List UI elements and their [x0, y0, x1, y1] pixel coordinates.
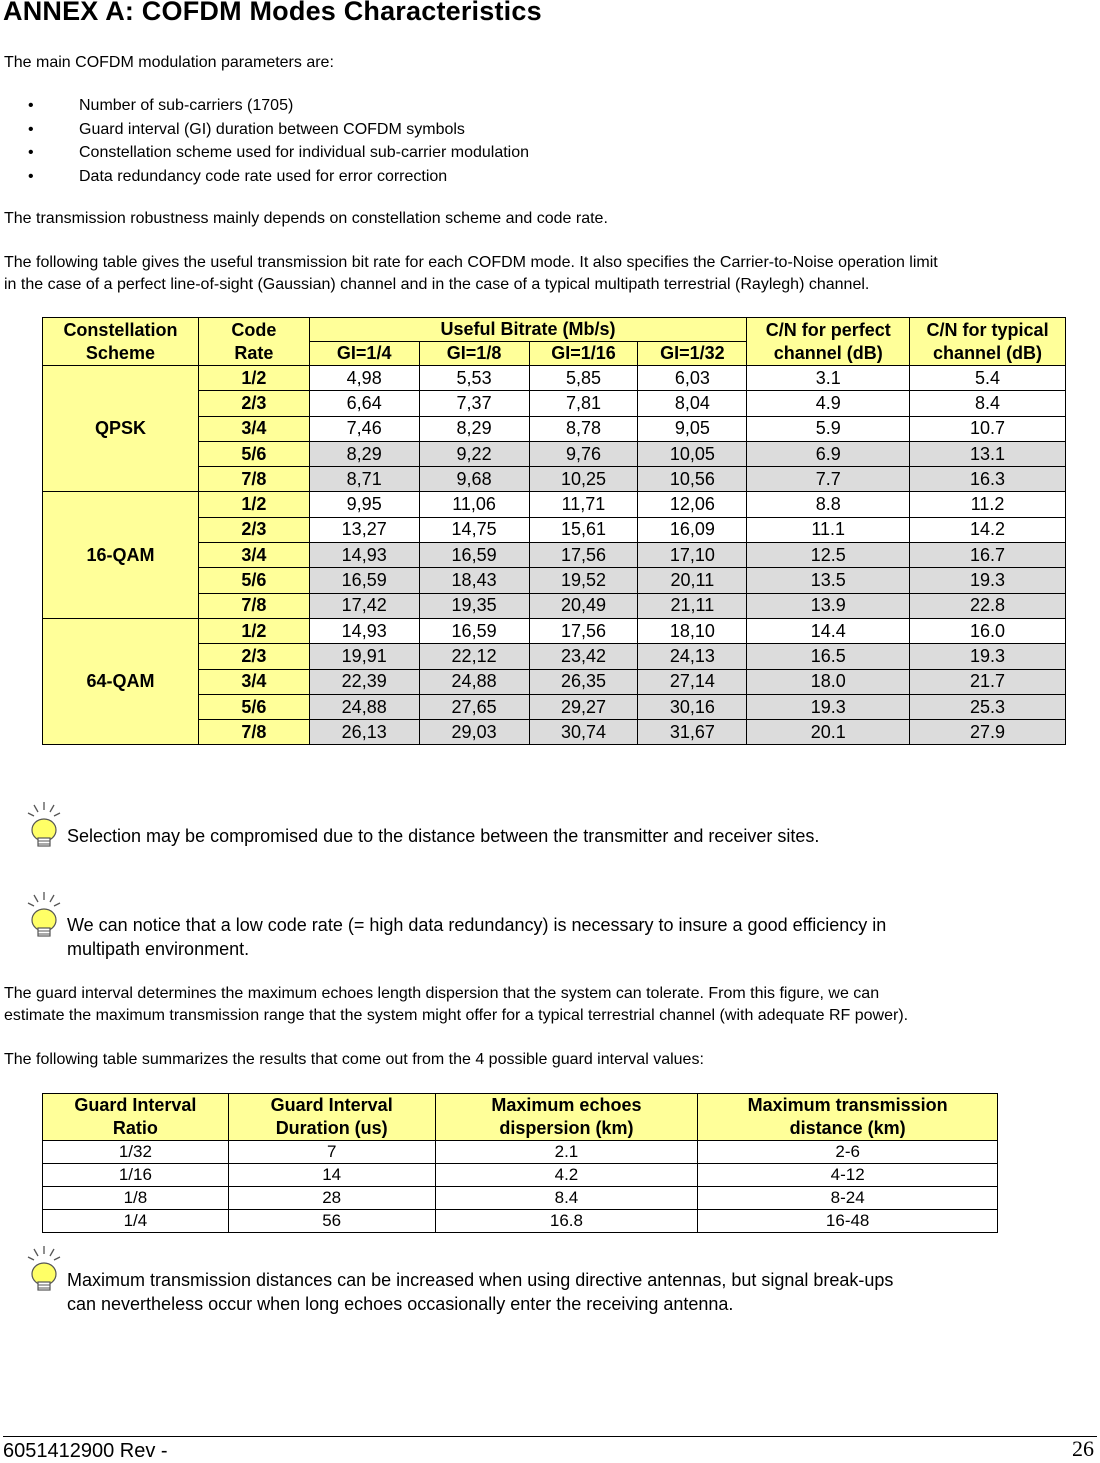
bitrate-cell: 8,29	[309, 441, 419, 466]
cn-perfect-cell: 19.3	[747, 694, 910, 719]
code-rate-cell: 7/8	[198, 467, 309, 492]
bitrate-cell: 9,05	[638, 416, 747, 441]
list-item: • Number of sub-carriers (1705)	[28, 94, 529, 118]
cn-perfect-cell: 11.1	[747, 517, 910, 542]
constellation-scheme-cell: QPSK	[43, 366, 199, 492]
bitrate-cell: 10,56	[638, 467, 747, 492]
bitrate-cell: 27,65	[419, 694, 529, 719]
bitrate-cell: 10,05	[638, 441, 747, 466]
bitrate-cell: 9,68	[419, 467, 529, 492]
cn-perfect-cell: 14.4	[747, 618, 910, 643]
header-gi-1-32: GI=1/32	[638, 342, 747, 366]
header-max-distance: Maximum transmission distance (km)	[698, 1094, 998, 1141]
cn-perfect-cell: 18.0	[747, 669, 910, 694]
parameter-list	[28, 94, 529, 189]
table-cell: 1/8	[43, 1187, 229, 1210]
cn-perfect-cell: 13.5	[747, 568, 910, 593]
note-code-rate-line1: We can notice that a low code rate (= high data redundancy) is necessary to insure a good efficiency in	[67, 915, 887, 935]
header-max-echoes: Maximum echoes dispersion (km)	[435, 1094, 698, 1141]
bitrate-cell: 8,29	[419, 416, 529, 441]
cn-typical-cell: 16.7	[910, 543, 1066, 568]
table-cell: 56	[228, 1210, 435, 1233]
lightbulb-icon	[27, 800, 61, 850]
cn-typical-cell: 25.3	[910, 694, 1066, 719]
cn-perfect-cell: 13.9	[747, 593, 910, 618]
bitrate-cell: 20,49	[529, 593, 638, 618]
header-gi-ratio: Guard Interval Ratio	[43, 1094, 229, 1141]
cn-perfect-cell: 3.1	[747, 366, 910, 391]
cofdm-table-body	[43, 366, 1066, 745]
cn-typical-cell: 8.4	[910, 391, 1066, 416]
bitrate-cell: 30,16	[638, 694, 747, 719]
code-rate-cell: 5/6	[198, 568, 309, 593]
bitrate-cell: 27,14	[638, 669, 747, 694]
table-cell: 14	[228, 1164, 435, 1187]
bitrate-cell: 24,88	[309, 694, 419, 719]
code-rate-cell: 2/3	[198, 391, 309, 416]
table-cell: 2.1	[435, 1141, 698, 1164]
page-number: 26	[1072, 1436, 1094, 1461]
bitrate-cell: 8,78	[529, 416, 638, 441]
code-rate-cell: 1/2	[198, 492, 309, 517]
bitrate-cell: 14,75	[419, 517, 529, 542]
table1-intro-line2: in the case of a perfect line-of-sight (Gaussian) channel and in the case of a typical multipath terrestrial (Raylegh) channel.	[4, 276, 870, 293]
header-cn-typical: C/N for typical channel (dB)	[910, 318, 1066, 366]
list-item: • Data redundancy code rate used for error correction	[28, 165, 529, 189]
bitrate-cell: 17,42	[309, 593, 419, 618]
bitrate-cell: 26,35	[529, 669, 638, 694]
bitrate-cell: 9,95	[309, 492, 419, 517]
code-rate-cell: 3/4	[198, 543, 309, 568]
cn-typical-cell: 27.9	[910, 720, 1066, 745]
table-cell: 1/32	[43, 1141, 229, 1164]
table-row	[43, 1141, 998, 1164]
constellation-scheme-cell: 64-QAM	[43, 618, 199, 744]
table-cell: 4-12	[698, 1164, 998, 1187]
cn-perfect-cell: 20.1	[747, 720, 910, 745]
bitrate-cell: 30,74	[529, 720, 638, 745]
table-row	[43, 618, 1066, 643]
table-cell: 7	[228, 1141, 435, 1164]
code-rate-cell: 2/3	[198, 644, 309, 669]
cn-typical-cell: 5.4	[910, 366, 1066, 391]
guard-interval-text-line2: estimate the maximum transmission range that the system might offer for a typical terrestrial channel (with adequate RF power).	[4, 1007, 909, 1024]
code-rate-cell: 3/4	[198, 416, 309, 441]
bitrate-cell: 14,93	[309, 543, 419, 568]
bitrate-cell: 9,22	[419, 441, 529, 466]
constellation-scheme-cell: 16-QAM	[43, 492, 199, 618]
code-rate-cell: 5/6	[198, 441, 309, 466]
bitrate-cell: 26,13	[309, 720, 419, 745]
bitrate-cell: 9,76	[529, 441, 638, 466]
table-cell: 16-48	[698, 1210, 998, 1233]
table-cell: 16.8	[435, 1210, 698, 1233]
code-rate-cell: 5/6	[198, 694, 309, 719]
bitrate-cell: 6,03	[638, 366, 747, 391]
guard-interval-text-line1: The guard interval determines the maximum echoes length dispersion that the system can tolerate. From this figure, we can	[4, 985, 880, 1002]
header-code-rate: Code Rate	[198, 318, 309, 366]
table1-intro-line1: The following table gives the useful transmission bit rate for each COFDM mode. It also specifies the Carrier-to-Noise operation limit	[4, 254, 938, 271]
bitrate-cell: 12,06	[638, 492, 747, 517]
page-title: ANNEX A: COFDM Modes Characteristics	[3, 0, 542, 26]
list-item: • Guard interval (GI) duration between COFDM symbols	[28, 118, 529, 142]
table-row	[43, 1164, 998, 1187]
bitrate-cell: 16,09	[638, 517, 747, 542]
bitrate-cell: 29,27	[529, 694, 638, 719]
bitrate-cell: 11,06	[419, 492, 529, 517]
table2-intro: The following table summarizes the results that come out from the 4 possible guard interval values:	[4, 1051, 704, 1068]
bitrate-cell: 8,71	[309, 467, 419, 492]
table-cell: 1/4	[43, 1210, 229, 1233]
bitrate-cell: 6,64	[309, 391, 419, 416]
bitrate-cell: 10,25	[529, 467, 638, 492]
table-cell: 8.4	[435, 1187, 698, 1210]
cn-typical-cell: 22.8	[910, 593, 1066, 618]
table-cell: 1/16	[43, 1164, 229, 1187]
code-rate-cell: 1/2	[198, 366, 309, 391]
bitrate-cell: 24,88	[419, 669, 529, 694]
lightbulb-icon	[27, 890, 61, 940]
bitrate-cell: 11,71	[529, 492, 638, 517]
table-cell: 2-6	[698, 1141, 998, 1164]
intro-text: The main COFDM modulation parameters are:	[4, 54, 334, 71]
bitrate-cell: 19,52	[529, 568, 638, 593]
cofdm-modes-table	[42, 317, 1066, 745]
table-cell: 4.2	[435, 1164, 698, 1187]
bitrate-cell: 15,61	[529, 517, 638, 542]
bitrate-cell: 29,03	[419, 720, 529, 745]
cn-perfect-cell: 12.5	[747, 543, 910, 568]
bitrate-cell: 18,10	[638, 618, 747, 643]
bitrate-cell: 20,11	[638, 568, 747, 593]
bitrate-cell: 19,91	[309, 644, 419, 669]
bitrate-cell: 22,12	[419, 644, 529, 669]
bitrate-cell: 18,43	[419, 568, 529, 593]
table-row	[43, 1210, 998, 1233]
bitrate-cell: 23,42	[529, 644, 638, 669]
lightbulb-icon	[27, 1244, 61, 1294]
guard-interval-table	[42, 1093, 998, 1233]
cn-typical-cell: 21.7	[910, 669, 1066, 694]
document-number: 6051412900 Rev -	[3, 1440, 168, 1462]
bitrate-cell: 16,59	[419, 618, 529, 643]
cn-perfect-cell: 7.7	[747, 467, 910, 492]
code-rate-cell: 3/4	[198, 669, 309, 694]
cn-perfect-cell: 16.5	[747, 644, 910, 669]
bitrate-cell: 4,98	[309, 366, 419, 391]
bitrate-cell: 16,59	[309, 568, 419, 593]
cn-typical-cell: 10.7	[910, 416, 1066, 441]
note-selection: Selection may be compromised due to the distance between the transmitter and receiver sites.	[67, 826, 820, 846]
bitrate-cell: 31,67	[638, 720, 747, 745]
cn-perfect-cell: 6.9	[747, 441, 910, 466]
cn-typical-cell: 16.0	[910, 618, 1066, 643]
bitrate-cell: 7,37	[419, 391, 529, 416]
header-cn-perfect: C/N for perfect channel (dB)	[747, 318, 910, 366]
bitrate-cell: 14,93	[309, 618, 419, 643]
header-gi-1-8: GI=1/8	[419, 342, 529, 366]
code-rate-cell: 7/8	[198, 593, 309, 618]
cn-perfect-cell: 8.8	[747, 492, 910, 517]
bitrate-cell: 7,46	[309, 416, 419, 441]
cn-typical-cell: 19.3	[910, 568, 1066, 593]
header-gi-1-4: GI=1/4	[309, 342, 419, 366]
bitrate-cell: 16,59	[419, 543, 529, 568]
table-cell: 28	[228, 1187, 435, 1210]
footer-divider	[3, 1436, 1097, 1437]
bitrate-cell: 5,85	[529, 366, 638, 391]
bitrate-cell: 17,56	[529, 543, 638, 568]
guard-interval-table-body	[43, 1141, 998, 1233]
bitrate-cell: 17,56	[529, 618, 638, 643]
bitrate-cell: 13,27	[309, 517, 419, 542]
bitrate-cell: 22,39	[309, 669, 419, 694]
table-row	[43, 1187, 998, 1210]
code-rate-cell: 7/8	[198, 720, 309, 745]
table-cell: 8-24	[698, 1187, 998, 1210]
note-distance-line1: Maximum transmission distances can be increased when using directive antennas, but signal break-ups	[67, 1270, 894, 1290]
table-row	[43, 492, 1066, 517]
header-gi-duration: Guard Interval Duration (us)	[228, 1094, 435, 1141]
bitrate-cell: 8,04	[638, 391, 747, 416]
bitrate-cell: 21,11	[638, 593, 747, 618]
bitrate-cell: 5,53	[419, 366, 529, 391]
code-rate-cell: 2/3	[198, 517, 309, 542]
cn-typical-cell: 11.2	[910, 492, 1066, 517]
header-constellation-scheme: Constellation Scheme	[43, 318, 199, 366]
table-row	[43, 366, 1066, 391]
cn-perfect-cell: 4.9	[747, 391, 910, 416]
note-code-rate-line2: multipath environment.	[67, 939, 250, 959]
note-distance-line2: can nevertheless occur when long echoes occasionally enter the receiving antenna.	[67, 1294, 734, 1314]
header-useful-bitrate: Useful Bitrate (Mb/s)	[309, 318, 747, 342]
cn-typical-cell: 19.3	[910, 644, 1066, 669]
bitrate-cell: 7,81	[529, 391, 638, 416]
header-gi-1-16: GI=1/16	[529, 342, 638, 366]
cn-typical-cell: 13.1	[910, 441, 1066, 466]
bitrate-cell: 24,13	[638, 644, 747, 669]
cn-perfect-cell: 5.9	[747, 416, 910, 441]
list-item: • Constellation scheme used for individual sub-carrier modulation	[28, 141, 529, 165]
cn-typical-cell: 16.3	[910, 467, 1066, 492]
bitrate-cell: 17,10	[638, 543, 747, 568]
cn-typical-cell: 14.2	[910, 517, 1066, 542]
code-rate-cell: 1/2	[198, 618, 309, 643]
robustness-text: The transmission robustness mainly depends on constellation scheme and code rate.	[4, 210, 608, 227]
bitrate-cell: 19,35	[419, 593, 529, 618]
